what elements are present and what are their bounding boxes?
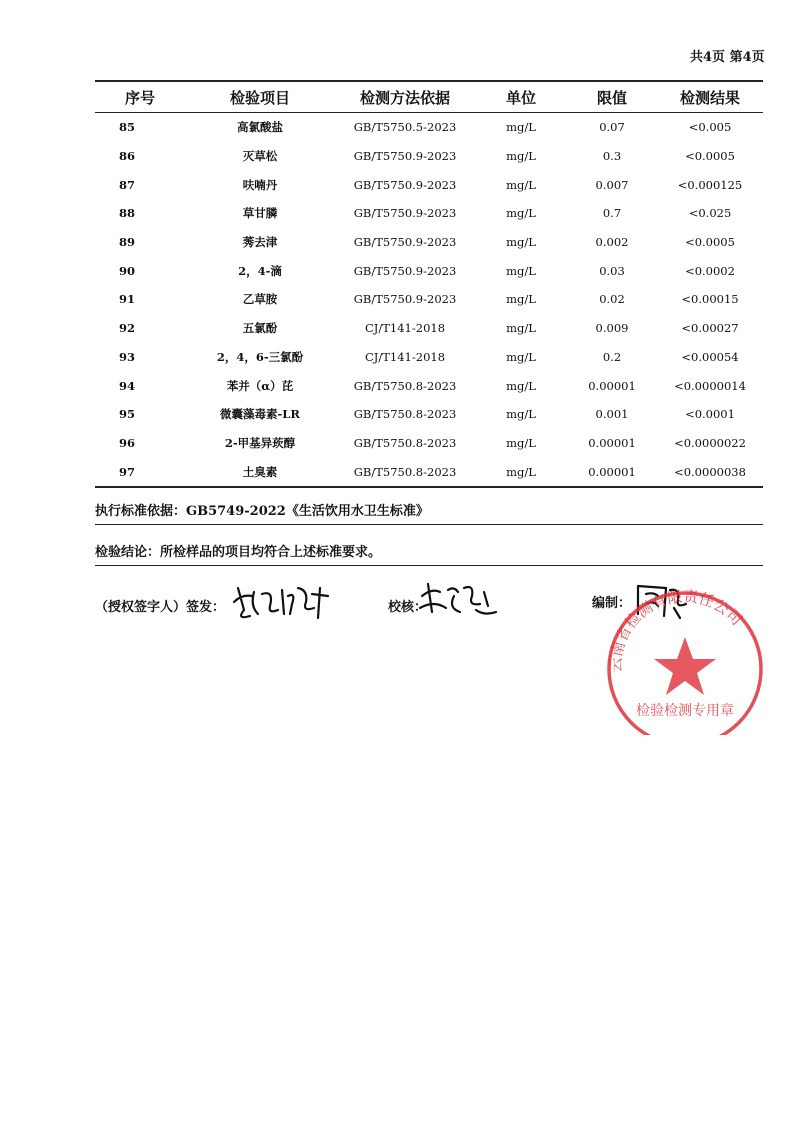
header-limit: 限值 (596, 88, 627, 107)
cell-unit: mg/L (506, 206, 536, 221)
cell-item: 草甘膦 (242, 206, 278, 221)
cell-limit: 0.009 (595, 321, 629, 336)
standard-basis: 执行标准依据：GB5749-2022《生活饮用水卫生标准》 (95, 504, 429, 519)
cell-item: 微囊藻毒素-LR (220, 407, 300, 422)
cell-no: 90 (119, 263, 136, 278)
cell-item: 五氯酚 (242, 321, 278, 336)
cell-item: 莠去津 (242, 235, 278, 250)
cell-unit: mg/L (506, 149, 536, 164)
cell-item: 2，4-滴 (238, 263, 282, 278)
cell-unit: mg/L (506, 177, 536, 192)
cell-unit: mg/L (506, 321, 536, 336)
cell-limit: 0.00001 (588, 464, 636, 479)
table-row (95, 400, 763, 429)
cell-no: 91 (119, 292, 136, 307)
cell-limit: 0.03 (599, 263, 625, 278)
cell-method: GB/T5750.8-2023 (353, 407, 457, 422)
cell-method: GB/T5750.9-2023 (353, 149, 457, 164)
cell-result: <0.005 (688, 120, 732, 135)
cell-item: 乙草胺 (242, 292, 278, 307)
reviewer-signature (418, 578, 500, 622)
cell-no: 97 (119, 464, 136, 479)
approver-signature (228, 580, 348, 626)
cell-unit: mg/L (506, 435, 536, 450)
cell-no: 88 (119, 206, 136, 221)
cell-method: GB/T5750.9-2023 (353, 235, 457, 250)
cell-method: CJ/T141-2018 (364, 321, 446, 336)
table-row (95, 142, 763, 171)
cell-result: <0.0002 (685, 263, 735, 278)
table-row (95, 371, 763, 400)
cell-unit: mg/L (506, 378, 536, 393)
cell-result: <0.00054 (681, 349, 739, 364)
cell-limit: 0.2 (602, 349, 622, 364)
seal-arc-text: 云南省检测有限责任公司 (606, 587, 746, 673)
cell-limit: 0.02 (599, 292, 625, 307)
cell-result: <0.000125 (677, 177, 743, 192)
cell-item: 2，4，6-三氯酚 (216, 349, 304, 364)
cell-no: 95 (119, 407, 136, 422)
cell-limit: 0.07 (599, 120, 625, 135)
cell-result: <0.00015 (681, 292, 739, 307)
header-no: 序号 (124, 88, 155, 107)
cell-unit: mg/L (506, 349, 536, 364)
cell-no: 87 (119, 177, 136, 192)
seal-star-icon (654, 637, 716, 695)
table-row (95, 343, 763, 372)
cell-result: <0.025 (688, 206, 732, 221)
cell-no: 93 (119, 349, 136, 364)
cell-unit: mg/L (506, 292, 536, 307)
cell-no: 92 (119, 321, 136, 336)
cell-unit: mg/L (506, 235, 536, 250)
cell-method: GB/T5750.9-2023 (353, 177, 457, 192)
cell-limit: 0.007 (595, 177, 629, 192)
cell-unit: mg/L (506, 464, 536, 479)
table-header-row (95, 81, 763, 113)
header-result: 检测结果 (679, 88, 740, 107)
cell-limit: 0.3 (602, 149, 622, 164)
divider-line (95, 565, 763, 566)
cell-method: GB/T5750.5-2023 (353, 120, 457, 135)
header-unit: 单位 (505, 88, 536, 107)
cell-result: <0.00027 (681, 321, 739, 336)
cell-method: GB/T5750.9-2023 (353, 206, 457, 221)
cell-no: 94 (119, 378, 136, 393)
cell-no: 96 (119, 435, 136, 450)
cell-method: GB/T5750.9-2023 (353, 263, 457, 278)
cell-limit: 0.00001 (588, 378, 636, 393)
cell-limit: 0.001 (595, 407, 629, 422)
cell-item: 灭草松 (242, 149, 278, 164)
cell-result: <0.0000038 (674, 464, 746, 479)
cell-result: <0.0001 (685, 407, 735, 422)
page-number: 共4页 第4页 (690, 50, 765, 65)
cell-method: GB/T5750.9-2023 (353, 292, 457, 307)
table-row (95, 228, 763, 257)
cell-item: 高氯酸盐 (237, 120, 283, 135)
table-row (95, 314, 763, 343)
cell-result: <0.0000014 (674, 378, 746, 393)
cell-no: 89 (119, 235, 136, 250)
cell-limit: 0.002 (595, 235, 629, 250)
divider-line (95, 524, 763, 525)
table-row (95, 170, 763, 199)
cell-result: <0.0005 (685, 149, 735, 164)
cell-unit: mg/L (506, 407, 536, 422)
seal-bottom-text: 检验检测专用章 (636, 703, 734, 719)
cell-unit: mg/L (506, 263, 536, 278)
cell-no: 86 (119, 149, 136, 164)
cell-no: 85 (119, 120, 136, 135)
cell-result: <0.0005 (685, 235, 735, 250)
cell-item: 苯并（α）芘 (226, 378, 294, 393)
table-row (95, 429, 763, 458)
cell-item: 2-甲基异莰醇 (224, 435, 296, 450)
cell-unit: mg/L (506, 120, 536, 135)
test-conclusion: 检验结论：所检样品的项目均符合上述标准要求。 (95, 545, 382, 560)
cell-result: <0.0000022 (674, 435, 746, 450)
table-row (95, 113, 763, 142)
table-row (95, 285, 763, 314)
cell-method: GB/T5750.8-2023 (353, 378, 457, 393)
table-row (95, 457, 763, 487)
results-table (95, 80, 763, 488)
cell-method: GB/T5750.8-2023 (353, 464, 457, 479)
company-seal (600, 585, 770, 735)
reviewer-label: 校核： (388, 600, 428, 615)
header-method: 检测方法依据 (359, 88, 450, 107)
cell-item: 呋喃丹 (242, 177, 278, 192)
cell-method: CJ/T141-2018 (364, 349, 446, 364)
approver-label: （授权签字人）签发： (95, 600, 226, 615)
cell-item: 土臭素 (242, 464, 278, 479)
cell-limit: 0.7 (602, 206, 622, 221)
cell-method: GB/T5750.8-2023 (353, 435, 457, 450)
table-row (95, 256, 763, 285)
header-item: 检验项目 (229, 88, 290, 107)
editor-label: 编制： (592, 596, 632, 611)
cell-limit: 0.00001 (588, 435, 636, 450)
table-row (95, 199, 763, 228)
